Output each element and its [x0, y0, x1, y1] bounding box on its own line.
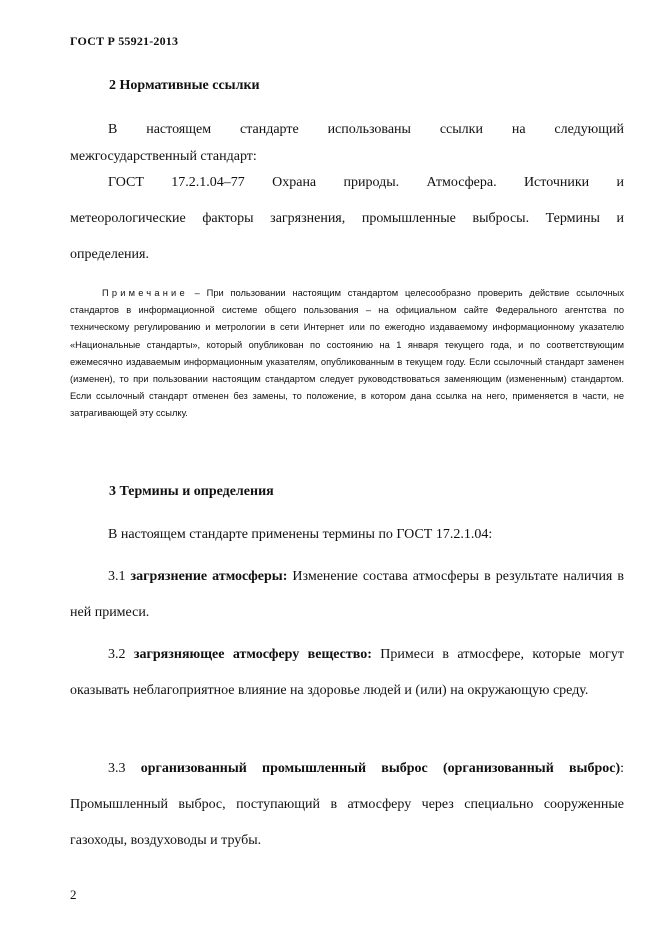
term-number: 3.3 — [108, 761, 126, 776]
note-label: Примечание — [102, 288, 188, 298]
term-definition: : Промышленный выброс, поступающий в атмосферу через специально сооруженные газоходы, воздуховоды и трубы. — [70, 761, 625, 848]
term-entry-3-1 — [70, 559, 624, 631]
note-paragraph — [70, 285, 624, 423]
term-definition: Изменение состава атмосферы в результате наличия в ней примеси. — [70, 569, 625, 620]
term-number: 3.2 — [108, 647, 126, 662]
section-2-title: 2 Нормативные ссылки — [109, 78, 260, 93]
section-3-intro: В настоящем стандарте применены термины по ГОСТ 17.2.1.04: — [108, 527, 493, 542]
term-entry-3-2 — [70, 637, 624, 709]
document-code-header: ГОСТ Р 55921-2013 — [70, 34, 179, 48]
note-text: При пользовании настоящим стандартом целесообразно проверить действие ссылочных стандартов в информационной системе общего пользования – на официальном сайте Федерального агентства по техническому регулированию и метрологии в сети Интернет или по ежегодно издаваемому информационному указателю «Национальные стандарты», который опубликован по состоянию на 1 января текущего года, и по соответствующим ежемесячно издаваемым информационным указателям, опубликованным в текущем году. Если ссылочный стандарт заменен (изменен), то при пользовании настоящим стандартом следует руководствоваться заменяющим (измененным) стандартом. Если ссылочный стандарт отменен без замены, то положение, в котором дана ссылка на него, применяется в части, не затрагивающей эту ссылку. — [70, 288, 624, 419]
term-title: загрязнение атмосферы: — [130, 569, 288, 584]
term-title: организованный промышленный выброс (организованный выброс) — [140, 761, 621, 776]
reference-line-2: метеорологические факторы загрязнения, промышленные выбросы. Термины и — [70, 211, 624, 226]
section-2-intro-line-1: В настоящем стандарте использованы ссылки на следующий — [108, 122, 624, 137]
term-definition: Примеси в атмосфере, которые могут оказывать неблагоприятное влияние на здоровье людей и (или) на окружающую среду. — [70, 647, 624, 698]
term-number: 3.1 — [108, 569, 126, 584]
section-3-title: 3 Термины и определения — [109, 484, 274, 499]
page-number: 2 — [70, 887, 77, 902]
term-entry-3-3 — [70, 751, 624, 859]
reference-line-1: ГОСТ 17.2.1.04–77 Охрана природы. Атмосфера. Источники и — [108, 175, 624, 190]
term-title: загрязняющее атмосферу вещество: — [133, 647, 372, 662]
section-2-intro-line-2: межгосударственный стандарт: — [70, 149, 257, 164]
reference-line-3: определения. — [70, 247, 149, 262]
note-dash: – — [194, 288, 200, 298]
